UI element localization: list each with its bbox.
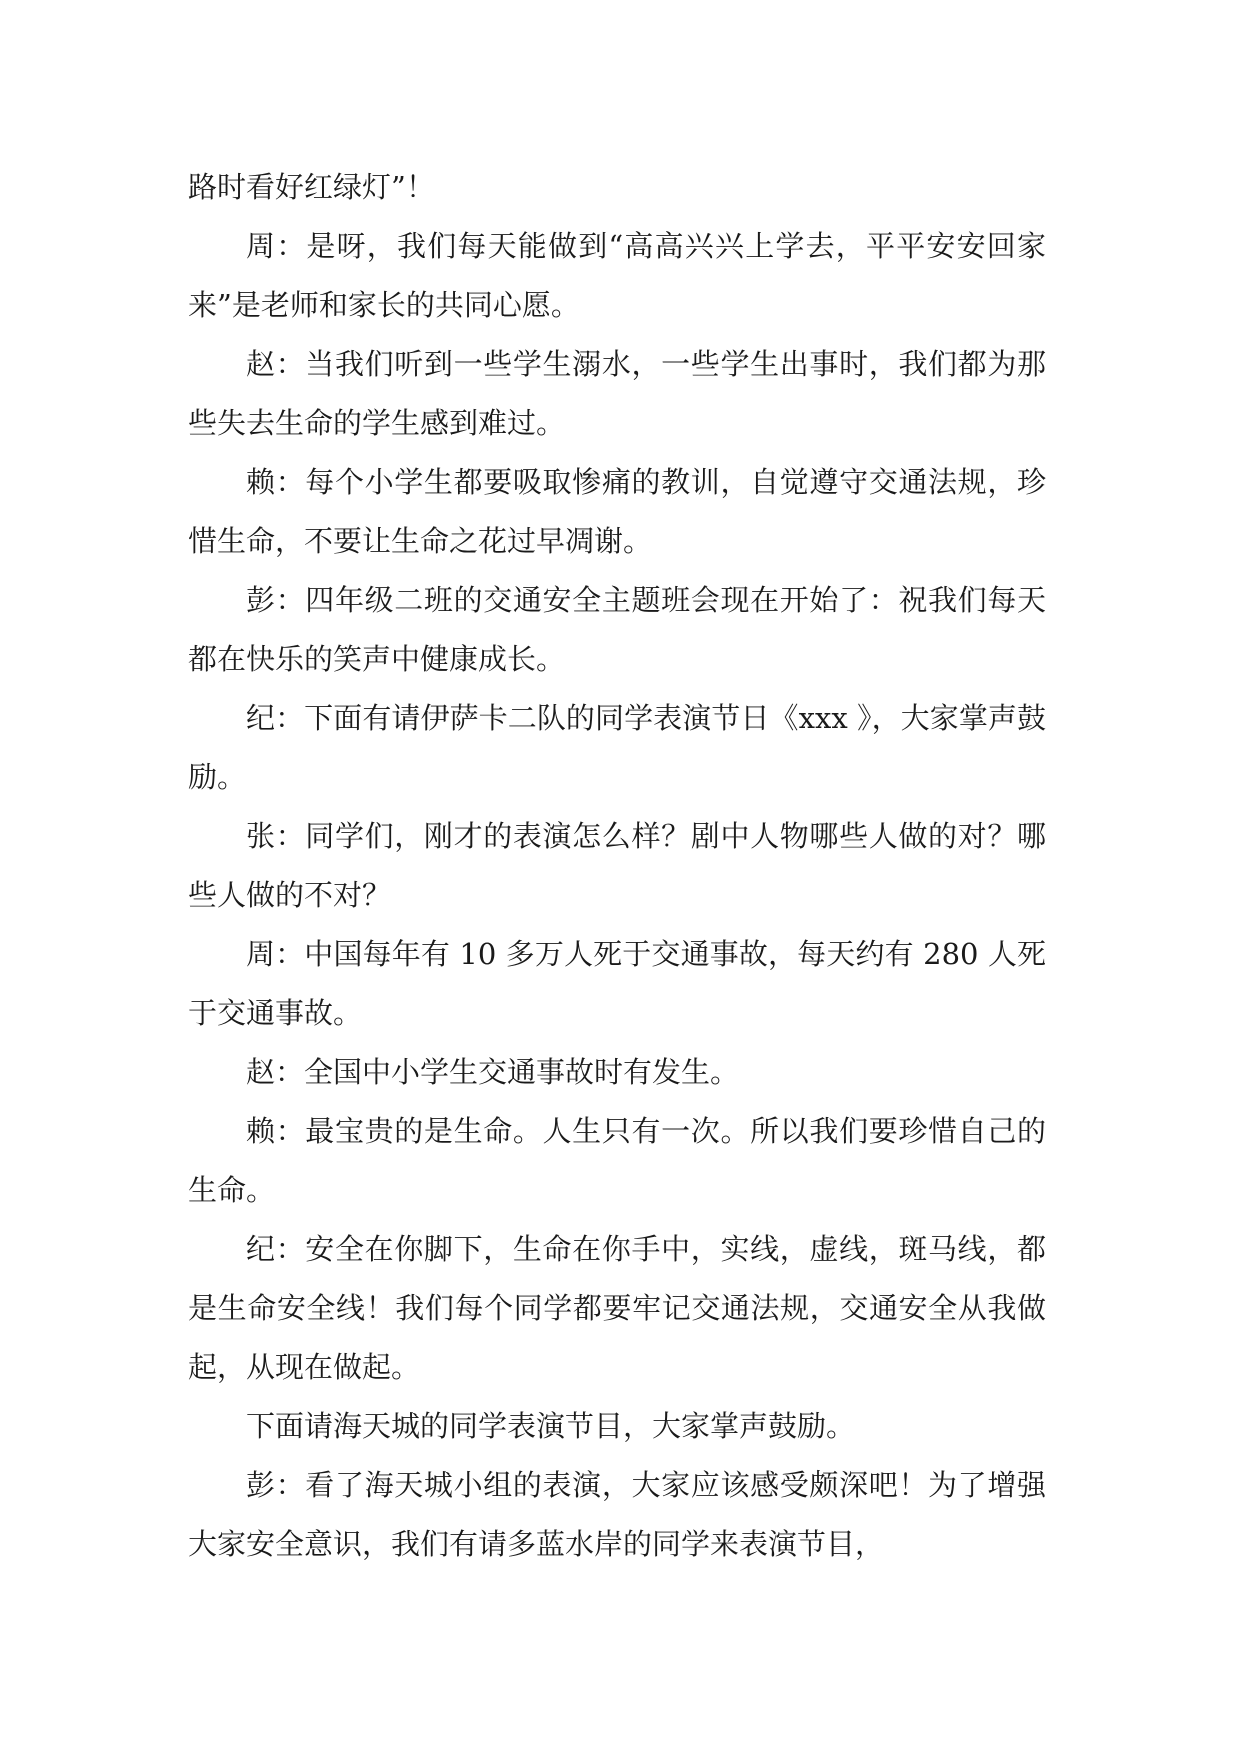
paragraph: 彭：四年级二班的交通安全主题班会现在开始了：祝我们每天都在快乐的笑声中健康成长。 [188, 583, 1046, 676]
paragraph: 路时看好红绿灯”！ [188, 170, 435, 204]
document-body [188, 158, 1046, 1574]
paragraph: 纪：下面有请伊萨卡二队的同学表演节日《xxx 》，大家掌声鼓励。 [188, 701, 1046, 794]
paragraph: 赵：当我们听到一些学生溺水，一些学生出事时，我们都为那些失去生命的学生感到难过。 [188, 347, 1046, 440]
paragraph: 下面请海天城的同学表演节目，大家掌声鼓励。 [246, 1409, 856, 1443]
paragraph: 张：同学们，刚才的表演怎么样？剧中人物哪些人做的对？哪些人做的不对？ [188, 819, 1046, 912]
paragraph: 赵：全国中小学生交通事故时有发生。 [246, 1055, 740, 1089]
paragraph: 周：是呀，我们每天能做到“高高兴兴上学去，平平安安回家来”是老师和家长的共同心愿。 [188, 229, 1046, 322]
paragraph: 彭：看了海天城小组的表演，大家应该感受颇深吧！为了增强大家安全意识，我们有请多蓝水岸的同学来表演节目， [188, 1468, 1046, 1561]
paragraph: 纪：安全在你脚下，生命在你手中，实线，虚线，斑马线，都是生命安全线！我们每个同学都要牢记交通法规，交通安全从我做起，从现在做起。 [188, 1232, 1046, 1384]
paragraph: 赖：每个小学生都要吸取惨痛的教训，自觉遵守交通法规，珍惜生命，不要让生命之花过早凋谢。 [188, 465, 1046, 558]
paragraph: 赖：最宝贵的是生命。人生只有一次。所以我们要珍惜自己的生命。 [188, 1114, 1046, 1207]
paragraph: 周：中国每年有 10 多万人死于交通事故，每天约有 280 人死于交通事故。 [188, 937, 1046, 1030]
